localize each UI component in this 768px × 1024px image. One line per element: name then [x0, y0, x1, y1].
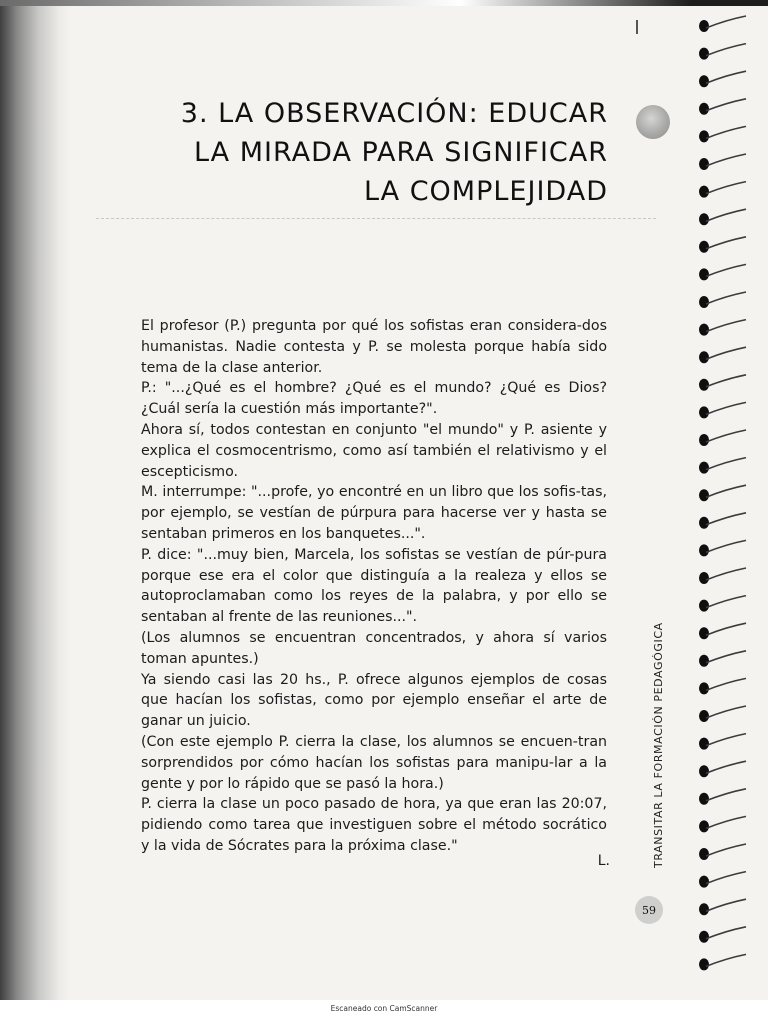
title-separator — [96, 218, 656, 219]
spiral-wire — [706, 623, 746, 635]
spiral-wire — [706, 16, 746, 28]
spiral-hole — [699, 738, 709, 750]
spiral-wire — [706, 44, 746, 56]
spiral-wire — [706, 954, 746, 966]
spiral-hole — [699, 434, 709, 446]
spiral-wire — [706, 292, 746, 304]
paragraph-5: P. dice: "...muy bien, Marcela, los sofistas se vestían de púr-pura porque ese era el color que distinguía a la realeza y ellos se autoproclamaban como los reyes de la palabra, y por ello se sentaban al frente de las reuniones...". — [141, 546, 607, 626]
spiral-hole — [699, 406, 709, 418]
spiral-wire — [706, 154, 746, 166]
chapter-title — [130, 94, 608, 211]
spiral-hole — [699, 103, 709, 115]
signature: L. — [597, 853, 610, 869]
spiral-hole — [699, 848, 709, 860]
spiral-wire — [706, 651, 746, 663]
spiral-wire — [706, 485, 746, 497]
spiral-wire — [706, 71, 746, 83]
spiral-hole — [699, 186, 709, 198]
spiral-hole — [699, 793, 709, 805]
spiral-wire — [706, 347, 746, 359]
spiral-hole — [699, 213, 709, 225]
spiral-hole — [699, 130, 709, 142]
spiral-wire — [706, 126, 746, 138]
spiral-wire — [706, 927, 746, 939]
spiral-wire — [706, 375, 746, 387]
spiral-wire — [706, 872, 746, 884]
spiral-wire — [706, 706, 746, 718]
spiral-wire — [706, 430, 746, 442]
spiral-wire — [706, 320, 746, 332]
spiral-hole — [699, 324, 709, 336]
spiral-wire — [706, 402, 746, 414]
spiral-wire — [706, 99, 746, 111]
spiral-hole — [699, 241, 709, 253]
tick-mark — [636, 20, 638, 34]
spiral-wire — [706, 789, 746, 801]
side-running-title: TRANSITAR LA FORMACIÓN PEDAGÓGICA — [652, 622, 665, 868]
spiral-hole — [699, 75, 709, 87]
spiral-hole — [699, 958, 709, 970]
paragraph-8: (Con este ejemplo P. cierra la clase, los alumnos se encuen-tran sorprendidos por cómo hacían los sofistas para manipu-lar a la gente y por lo rápido que se pasó la hora.) — [141, 733, 607, 792]
chapter-title-line-3: LA COMPLEJIDAD — [363, 176, 608, 207]
spiral-hole — [699, 820, 709, 832]
punch-hole — [636, 105, 670, 139]
spiral-hole — [699, 876, 709, 888]
spiral-wire — [706, 844, 746, 856]
spiral-wire — [706, 678, 746, 690]
paragraph-2: P.: "...¿Qué es el hombre? ¿Qué es el mundo? ¿Qué es Dios? ¿Cuál sería la cuestión más importante?". — [141, 380, 607, 418]
spiral-wire — [706, 734, 746, 746]
spiral-hole — [699, 903, 709, 915]
spiral-hole — [699, 600, 709, 612]
spiral-hole — [699, 20, 709, 32]
spiral-wire — [706, 237, 746, 249]
spiral-hole — [699, 158, 709, 170]
spiral-wire — [706, 816, 746, 828]
spiral-hole — [699, 517, 709, 529]
spiral-hole — [699, 462, 709, 474]
spiral-hole — [699, 544, 709, 556]
spiral-wire — [706, 596, 746, 608]
paragraph-7: Ya siendo casi las 20 hs., P. ofrece algunos ejemplos de cosas que hacían los sofistas, como por ejemplo enseñar el arte de ganar un juicio. — [141, 671, 607, 730]
spiral-hole — [699, 710, 709, 722]
spiral-wire — [706, 761, 746, 773]
spiral-hole — [699, 489, 709, 501]
spiral-wire — [706, 540, 746, 552]
spiral-wire — [706, 568, 746, 580]
paragraph-3: Ahora sí, todos contestan en conjunto "el mundo" y P. asiente y explica el cosmocentrismo, como así también el relativismo y el escepticismo. — [141, 421, 607, 480]
spiral-hole — [699, 296, 709, 308]
spiral-wire — [706, 264, 746, 276]
chapter-title-line-2: LA MIRADA PARA SIGNIFICAR — [194, 137, 608, 168]
body-text — [141, 316, 607, 857]
paragraph-9: P. cierra la clase un poco pasado de hora, ya que eran las 20:07, pidiendo como tarea que investiguen sobre el método socrático y la vida de Sócrates para la próxima clase." — [141, 796, 607, 854]
paragraph-4: M. interrumpe: "...profe, yo encontré en un libro que los sofis-tas, por ejemplo, se vestían de púrpura para hacerse ver y hasta se sentaban primeros en los banquetes...". — [141, 484, 607, 542]
spiral-hole — [699, 931, 709, 943]
spiral-hole — [699, 655, 709, 667]
spiral-hole — [699, 765, 709, 777]
spiral-wire — [706, 899, 746, 911]
spiral-wire — [706, 458, 746, 470]
spiral-hole — [699, 572, 709, 584]
spiral-hole — [699, 351, 709, 363]
spiral-wire — [706, 513, 746, 525]
top-edge — [0, 0, 768, 6]
paragraph-1: El profesor (P.) pregunta por qué los sofistas eran considera-dos humanistas. Nadie contesta y P. se molesta porque había sido tema de la clase anterior. — [141, 318, 607, 376]
paragraph-6: (Los alumnos se encuentran concentrados, y ahora sí varios toman apuntes.) — [141, 629, 607, 667]
chapter-title-line-1: 3. LA OBSERVACIÓN: EDUCAR — [180, 98, 608, 129]
page-number: 59 — [635, 896, 663, 924]
spiral-hole — [699, 682, 709, 694]
spiral-hole — [699, 268, 709, 280]
spiral-wire — [706, 182, 746, 194]
spiral-hole — [699, 379, 709, 391]
spiral-binding-icon — [690, 12, 768, 987]
page-edge-shadow — [0, 0, 70, 1000]
spiral-wire — [706, 209, 746, 221]
spiral-hole — [699, 48, 709, 60]
scanner-watermark: Escaneado con CamScanner — [330, 1004, 438, 1013]
spiral-hole — [699, 627, 709, 639]
